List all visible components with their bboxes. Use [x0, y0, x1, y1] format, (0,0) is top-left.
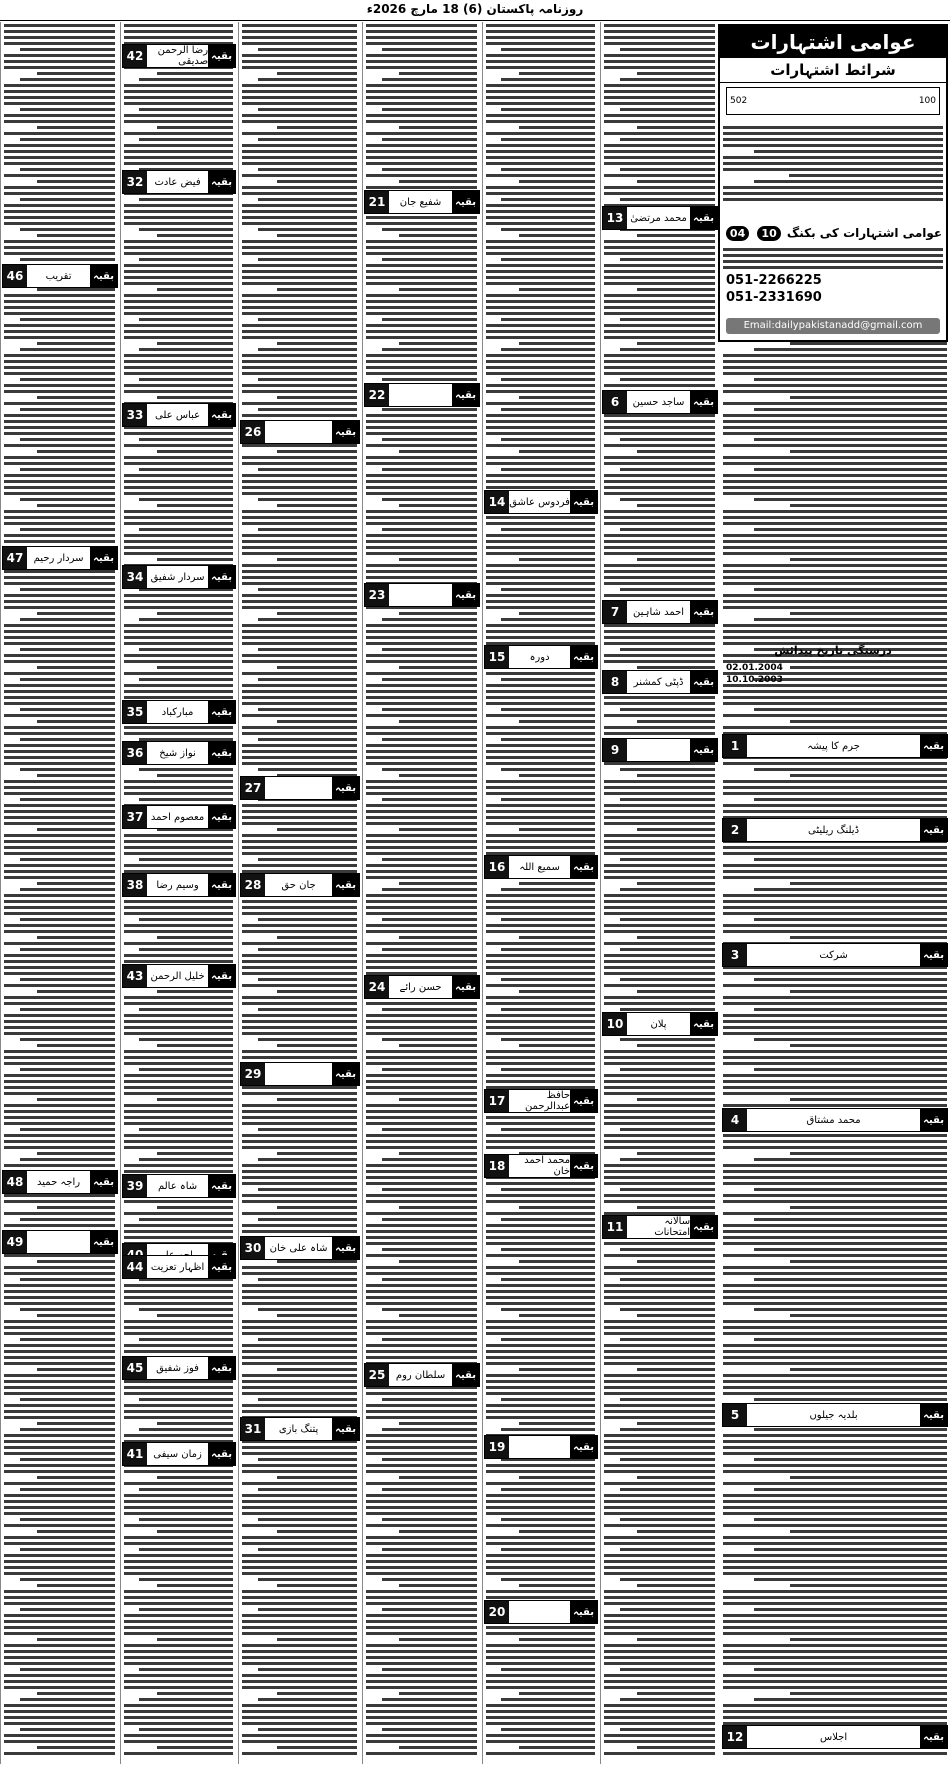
continuation-number: 26	[241, 421, 265, 443]
continuation-label: بقیہ	[570, 491, 597, 513]
ad-email[interactable]: Email:dailypakistanadd@gmail.com	[726, 318, 940, 334]
page-header: روزنامہ پاکستان (6) 18 مارچ 2026ء	[0, 0, 950, 21]
continuation-badge	[2, 264, 118, 288]
notice-date-2: 10.10.2003	[726, 675, 783, 685]
continuation-name: محمد احمد خان	[524, 1155, 571, 1177]
continuation-number: 2	[723, 819, 747, 841]
continuation-label: بقیہ	[208, 45, 235, 67]
continuation-name: بلدیہ جیلوں	[809, 1409, 858, 1421]
continuation-number: 25	[365, 1364, 389, 1386]
continuation-label: بقیہ	[332, 1418, 359, 1440]
continuation-label: بقیہ	[208, 874, 235, 896]
continuation-label: بقیہ	[208, 171, 235, 193]
continuation-badge	[484, 1435, 598, 1459]
continuation-label: بقیہ	[208, 1357, 235, 1379]
continuation-label: بقیہ	[208, 566, 235, 588]
continuation-label: بقیہ	[570, 1436, 597, 1458]
continuation-number: 37	[123, 806, 147, 828]
continuation-badge	[722, 818, 948, 842]
continuation-badge	[602, 206, 718, 230]
ad-booking	[720, 226, 946, 241]
continuation-name: ڈیلنگ ریلیٹی	[808, 824, 860, 836]
continuation-label: بقیہ	[90, 547, 117, 569]
continuation-badge	[722, 1108, 948, 1132]
continuation-name: نواز شیخ	[159, 747, 196, 759]
continuation-label: بقیہ	[570, 1155, 597, 1177]
continuation-label: بقیہ	[208, 1443, 235, 1465]
ad-phone-1[interactable]: 051-2266225	[726, 273, 822, 288]
continuation-name	[389, 584, 452, 606]
continuation-badge	[122, 805, 236, 829]
continuation-number: 6	[603, 391, 627, 413]
ad-rates	[726, 87, 940, 115]
public-ads-box	[718, 24, 948, 342]
continuation-label: بقیہ	[920, 1109, 947, 1131]
continuation-label: بقیہ	[570, 856, 597, 878]
continuation-badge	[364, 383, 480, 407]
continuation-label: بقیہ	[920, 944, 947, 966]
continuation-badge	[122, 565, 236, 589]
ad-booking-pill-2: 04	[726, 226, 749, 241]
ad-phone-2[interactable]: 051-2331690	[726, 290, 822, 305]
continuation-name: سمیع اللہ	[519, 861, 560, 873]
continuation-number: 31	[241, 1418, 265, 1440]
continuation-label: بقیہ	[690, 739, 717, 761]
continuation-badge	[602, 390, 718, 414]
continuation-number: 4	[723, 1109, 747, 1131]
continuation-label: بقیہ	[332, 421, 359, 443]
continuation-label: بقیہ	[452, 1364, 479, 1386]
continuation-name: محمد مشتاق	[806, 1114, 861, 1126]
continuation-name: خلیل الرحمن	[150, 970, 205, 982]
continuation-name: سردار رحیم	[33, 552, 84, 564]
continuation-badge	[722, 734, 948, 758]
ad-booking-pill-1: 10	[757, 226, 780, 241]
continuation-name	[265, 777, 332, 799]
continuation-number: 29	[241, 1063, 265, 1085]
continuation-name: شاہ عالم	[157, 1180, 198, 1192]
continuation-name: شفیع جان	[399, 196, 442, 208]
continuation-name: حافظ عبدالرحمن	[524, 1090, 571, 1112]
continuation-label: بقیہ	[570, 646, 597, 668]
continuation-badge	[364, 583, 480, 607]
continuation-number: 46	[3, 265, 27, 287]
continuation-badge	[122, 1255, 236, 1279]
continuation-name: تقریب	[45, 270, 72, 282]
continuation-badge	[364, 1363, 480, 1387]
continuation-number: 45	[123, 1357, 147, 1379]
continuation-badge	[484, 855, 598, 879]
continuation-badge	[122, 964, 236, 988]
continuation-badge	[602, 738, 718, 762]
continuation-badge	[122, 170, 236, 194]
continuation-name: پتنگ بازی	[278, 1423, 319, 1435]
column-3	[482, 22, 598, 1764]
continuation-label: بقیہ	[208, 742, 235, 764]
continuation-name	[627, 739, 690, 761]
continuation-number: 39	[123, 1175, 147, 1197]
continuation-number: 27	[241, 777, 265, 799]
continuation-badge	[722, 1725, 948, 1749]
continuation-badge	[122, 1174, 236, 1198]
continuation-number: 48	[3, 1171, 27, 1193]
continuation-label: بقیہ	[570, 1601, 597, 1623]
continuation-number: 47	[3, 547, 27, 569]
continuation-number: 38	[123, 874, 147, 896]
continuation-badge	[2, 546, 118, 570]
continuation-name: ڈپٹی کمشنر	[633, 676, 684, 688]
continuation-badge	[364, 190, 480, 214]
continuation-badge	[240, 1236, 360, 1260]
column-4	[362, 22, 480, 1764]
column-body-text	[366, 24, 477, 1760]
continuation-name: حسن رائے	[399, 981, 442, 993]
continuation-badge	[240, 420, 360, 444]
continuation-name	[27, 1231, 90, 1253]
ad-terms-text	[723, 126, 943, 206]
continuation-label: بقیہ	[570, 1090, 597, 1112]
continuation-number: 20	[485, 1601, 509, 1623]
continuation-name: معصوم احمد	[150, 811, 205, 823]
continuation-badge	[602, 670, 718, 694]
continuation-label: بقیہ	[208, 701, 235, 723]
continuation-label: بقیہ	[208, 965, 235, 987]
column-body-text	[604, 24, 715, 1760]
continuation-number: 23	[365, 584, 389, 606]
continuation-name: اظہار تعزیت	[150, 1261, 205, 1273]
continuation-number: 19	[485, 1436, 509, 1458]
continuation-name: زمان سیفی	[153, 1448, 202, 1460]
continuation-badge	[240, 873, 360, 897]
continuation-number: 16	[485, 856, 509, 878]
continuation-badge	[240, 1062, 360, 1086]
continuation-name: محمد مرتضیٰ	[630, 212, 687, 224]
continuation-label: بقیہ	[208, 404, 235, 426]
continuation-number: 28	[241, 874, 265, 896]
continuation-badge	[484, 1089, 598, 1113]
continuation-badge	[122, 741, 236, 765]
continuation-label: بقیہ	[452, 976, 479, 998]
ad-booking-text	[723, 248, 943, 272]
continuation-label: بقیہ	[452, 584, 479, 606]
column-body-text	[486, 24, 595, 1760]
continuation-name: عباس علی	[155, 409, 201, 421]
continuation-name: راجہ حمید	[37, 1176, 81, 1188]
continuation-name	[389, 384, 452, 406]
continuation-label: بقیہ	[332, 1063, 359, 1085]
continuation-label: بقیہ	[452, 191, 479, 213]
continuation-number: 3	[723, 944, 747, 966]
continuation-number: 10	[603, 1013, 627, 1035]
continuation-label: بقیہ	[690, 1216, 717, 1238]
continuation-number: 43	[123, 965, 147, 987]
ad-rate-1: 100	[918, 96, 936, 106]
continuation-name: فیض عادت	[154, 176, 201, 188]
continuation-name: شرکت	[819, 949, 848, 961]
continuation-label: بقیہ	[90, 1231, 117, 1253]
continuation-badge	[122, 1442, 236, 1466]
continuation-name: مبارکباد	[161, 706, 194, 718]
continuation-number: 1	[723, 735, 747, 757]
column-2	[600, 22, 718, 1764]
continuation-badge	[122, 873, 236, 897]
continuation-label: بقیہ	[90, 1171, 117, 1193]
continuation-number: 18	[485, 1155, 509, 1177]
continuation-label: بقیہ	[690, 601, 717, 623]
continuation-name: پلان	[650, 1018, 667, 1030]
continuation-number: 13	[603, 207, 627, 229]
continuation-badge	[240, 1417, 360, 1441]
continuation-badge	[122, 700, 236, 724]
continuation-name: دورہ	[529, 651, 550, 663]
continuation-number: 34	[123, 566, 147, 588]
continuation-label: بقیہ	[690, 207, 717, 229]
continuation-badge	[602, 600, 718, 624]
continuation-number: 35	[123, 701, 147, 723]
continuation-number: 30	[241, 1237, 265, 1259]
continuation-badge	[484, 490, 598, 514]
continuation-badge	[364, 975, 480, 999]
continuation-number: 15	[485, 646, 509, 668]
continuation-name	[265, 421, 332, 443]
continuation-label: بقیہ	[920, 819, 947, 841]
continuation-label: بقیہ	[208, 806, 235, 828]
continuation-badge	[484, 645, 598, 669]
continuation-number: 21	[365, 191, 389, 213]
continuation-label: بقیہ	[208, 1256, 235, 1278]
continuation-number: 22	[365, 384, 389, 406]
continuation-label: بقیہ	[690, 671, 717, 693]
continuation-number: 14	[485, 491, 509, 513]
continuation-badge	[240, 776, 360, 800]
continuation-number: 33	[123, 404, 147, 426]
continuation-label: بقیہ	[920, 735, 947, 757]
continuation-name: فوز شفیق	[156, 1362, 199, 1374]
notice-dates	[726, 662, 783, 686]
continuation-name: فردوس عاشق	[509, 496, 570, 508]
continuation-label: بقیہ	[90, 265, 117, 287]
continuation-label: بقیہ	[208, 1175, 235, 1197]
continuation-number: 7	[603, 601, 627, 623]
continuation-badge	[122, 403, 236, 427]
continuation-badge	[122, 44, 236, 68]
ad-subtitle: شرائط اشتہارات	[720, 58, 946, 83]
continuation-badge	[484, 1154, 598, 1178]
continuation-name	[265, 1063, 332, 1085]
continuation-number: 44	[123, 1256, 147, 1278]
ad-booking-heading: عوامی اشتہارات کی بکنگ	[786, 226, 943, 240]
continuation-name: سالانہ امتحانات	[654, 1216, 691, 1238]
continuation-label: بقیہ	[332, 874, 359, 896]
continuation-number: 24	[365, 976, 389, 998]
ad-phones	[726, 272, 822, 306]
continuation-name: ساجد حسین	[632, 396, 685, 408]
continuation-badge	[602, 1215, 718, 1239]
continuation-name: وسیم رضا	[156, 879, 199, 891]
continuation-label: بقیہ	[332, 777, 359, 799]
continuation-number: 49	[3, 1231, 27, 1253]
continuation-label: بقیہ	[452, 384, 479, 406]
continuation-number: 8	[603, 671, 627, 693]
continuation-number: 11	[603, 1216, 627, 1238]
continuation-number: 12	[723, 1726, 747, 1748]
continuation-number: 36	[123, 742, 147, 764]
ad-rate-2: 502	[730, 96, 748, 106]
continuation-name: احمد شاہین	[633, 606, 685, 618]
notice-date-1: 02.01.2004	[726, 663, 783, 673]
continuation-number: 32	[123, 171, 147, 193]
continuation-name	[509, 1436, 570, 1458]
continuation-badge	[722, 943, 948, 967]
continuation-name: جان حق	[281, 879, 316, 891]
continuation-name: سلطان روم	[395, 1369, 446, 1381]
continuation-name: رضا الرحمن صدیقی	[157, 45, 209, 67]
continuation-name: سردار شفیق	[150, 571, 205, 583]
continuation-number: 42	[123, 45, 147, 67]
continuation-name: جرم کا پیشہ	[807, 740, 860, 752]
continuation-label: بقیہ	[920, 1404, 947, 1426]
continuation-name	[509, 1601, 570, 1623]
continuation-name: شاہ علی خان	[269, 1242, 328, 1254]
continuation-badge	[484, 1600, 598, 1624]
continuation-number: 9	[603, 739, 627, 761]
continuation-name: اجلاس	[819, 1731, 848, 1743]
continuation-number: 17	[485, 1090, 509, 1112]
ad-title: عوامی اشتہارات	[720, 26, 946, 58]
continuation-label: بقیہ	[690, 1013, 717, 1035]
continuation-label: بقیہ	[920, 1726, 947, 1748]
continuation-badge	[722, 1403, 948, 1427]
continuation-label: بقیہ	[690, 391, 717, 413]
continuation-badge	[122, 1356, 236, 1380]
continuation-label: بقیہ	[332, 1237, 359, 1259]
continuation-number: 41	[123, 1443, 147, 1465]
continuation-badge	[602, 1012, 718, 1036]
continuation-badge	[2, 1170, 118, 1194]
continuation-badge	[2, 1230, 118, 1254]
continuation-number: 5	[723, 1404, 747, 1426]
notice-title: درستگی تاریخ پیدائش	[774, 644, 892, 657]
